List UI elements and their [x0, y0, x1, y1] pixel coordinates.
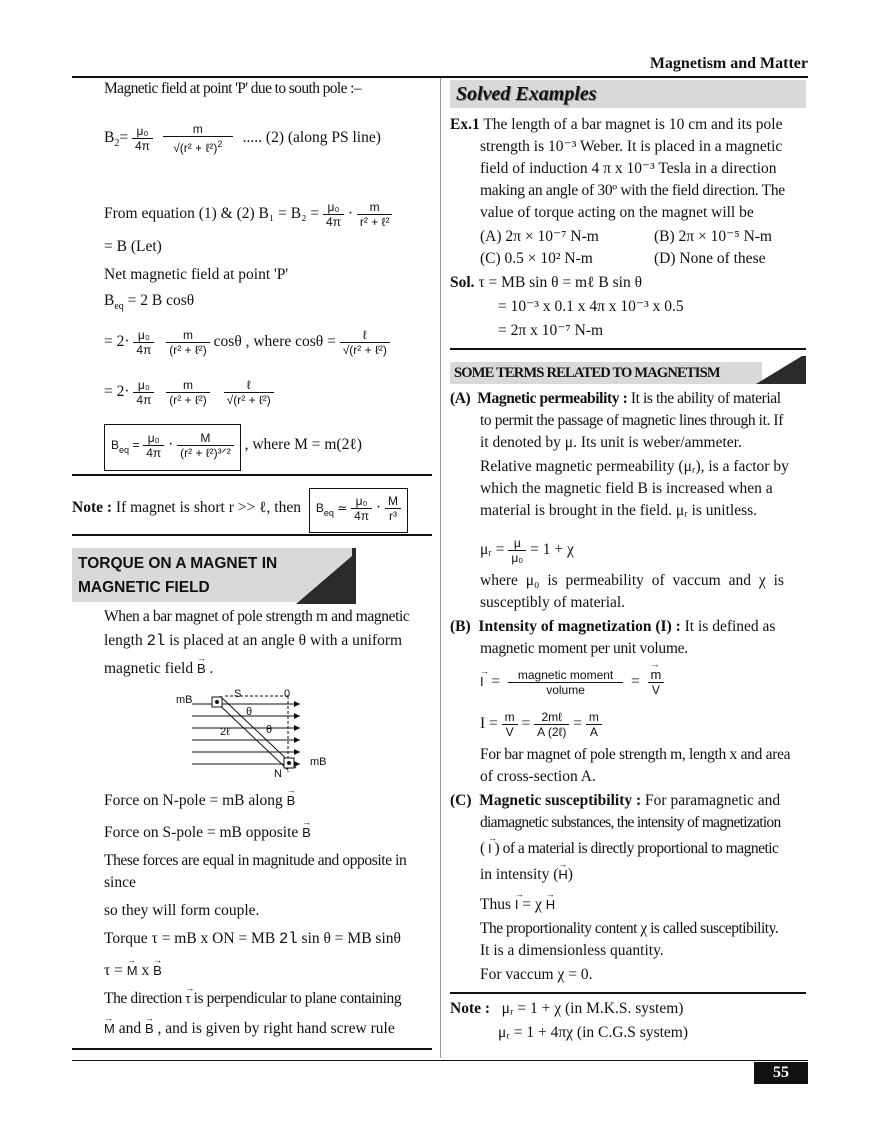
bar-magnet-2: of cross-section A.: [480, 768, 596, 785]
perm-a-3: it denoted by μ. Its unit is weber/ammeter.: [480, 434, 742, 451]
mu0-over-4pi: $\frac{\text{μ₀}}{4\pi}$: [132, 124, 153, 153]
footer-rule: [72, 1060, 808, 1061]
intensity-formula-1: → I = $\frac{\text{magnetic moment}}{\text{volume}}$ = → $\frac{m}{V}$: [480, 662, 664, 702]
perm-a-2: to permit the passage of magnetic lines through it. If: [480, 412, 783, 429]
thus-line: Thus → I = χ → H: [480, 894, 555, 916]
susceptibility-c-2: diamagnetic substances, the intensity of magnetization: [480, 814, 781, 831]
note-mks: Note : μᵣ = 1 + χ (in M.K.S. system): [450, 1000, 684, 1017]
susceptibility-c-4: in intensity (→ H): [480, 864, 573, 886]
torque-section-title: TORQUE ON A MAGNET IN MAGNETIC FIELD: [72, 548, 356, 602]
fig-theta-1: θ: [246, 706, 253, 718]
left-rule-2: [72, 534, 432, 536]
solution-1: Sol. τ = MB sin θ = mℓ B sin θ: [450, 274, 642, 291]
proportionality-1: The proportionality content χ is called susceptibility.: [480, 920, 779, 937]
proportionality-2: It is a dimensionless quantity.: [480, 942, 664, 959]
torque-p1: When a bar magnet of pole strength m and magnetic: [104, 608, 410, 625]
where-2: susceptibly of material.: [480, 594, 626, 611]
fig-O: 0: [284, 688, 291, 700]
solution-3: = 2π x 10⁻⁷ N-m: [498, 322, 604, 339]
option-b: (B) 2π × 10⁻⁵ N-m: [654, 228, 772, 245]
page-number: 55: [773, 1064, 789, 1081]
force-n-pole: Force on N-pole = mB along → B: [104, 790, 295, 812]
direction-line: The direction → τ is perpendicular to plane containing: [104, 988, 401, 1010]
page-number-box: [754, 1062, 808, 1084]
option-a: (A) 2π × 10⁻⁷ N-m: [480, 228, 599, 245]
beq-step-2: = 2· $\frac{\text{μ₀}}{4\pi}$ $\frac{m}{\text{(r² + ℓ²)}}$ $\frac{\text{ℓ}}{\text{√(r² + ℓ²)}}$: [104, 372, 274, 412]
beq-boxed: $B_{eq}$ = $\frac{\text{μ₀}}{4\pi}$ · $\frac{M}{\text{(r² + ℓ²)³ᐟ²}}$ , where M = m(2ℓ): [104, 424, 362, 471]
fig-S: S: [234, 688, 242, 700]
left-rule-1: [72, 474, 432, 476]
note-cgs: μᵣ = 1 + 4πχ (in C.G.S system): [498, 1024, 689, 1041]
fig-2l: 2ℓ: [220, 726, 230, 738]
terms-title-corner: [756, 356, 806, 384]
ex1-line-2: strength is 10⁻³ Weber. It is placed in a magnetic: [480, 138, 783, 155]
short-magnet-note: Note : If magnet is short r >> ℓ, then $B_{eq}$ ≃ $\frac{\text{μ₀}}{4\pi}$ · $\frac{M}{\text{r³}}$: [72, 488, 408, 533]
perm-a-1: (A) Magnetic permeability : It is the ability of material: [450, 390, 781, 407]
option-d: (D) None of these: [654, 250, 766, 267]
intensity-b-1: (B) Intensity of magnetization (I) : It is defined as: [450, 618, 776, 635]
solution-2: = 10⁻³ x 0.1 x 4π x 10⁻³ x 0.5: [498, 298, 684, 315]
left-line-1: Magnetic field at point 'P' due to south pole :–: [104, 80, 362, 97]
where-1: where μ₀ is permeability of vaccum and χ is: [480, 572, 784, 589]
bar-magnet-1: For bar magnet of pole strength m, length x and area: [480, 746, 791, 763]
ex1-line-3: field of induction 4 π x 10⁻³ Tesla in a direction: [480, 160, 777, 177]
equal-forces-1: These forces are equal in magnitude and opposite in: [104, 852, 407, 869]
perm-a-6: material is brought in the field. μᵣ is unitless.: [480, 502, 758, 519]
beq-2b: $B_{eq} = 2$ B cosθ: [104, 292, 195, 313]
terms-section-title: SOME TERMS RELATED TO MAGNETISM: [450, 362, 762, 384]
b2-formula: $B_2=$ $\frac{\text{μ₀}}{4\pi}$ $\frac{m}{√(r^2 + \ell^2)^2}$ ..... (2) (along PS line): [104, 121, 381, 155]
susceptibility-c-1: (C) Magnetic susceptibility : For paramagnetic and: [450, 792, 781, 809]
m-over-root-squared: $\frac{m}{√(r^2 + \ell^2)^2}$: [163, 122, 233, 155]
perm-a-5: which the magnetic field B is increased when a: [480, 480, 773, 497]
ex1-line-5: value of torque acting on the magnet will be: [480, 204, 754, 221]
solved-examples-title: Solved Examples: [450, 80, 806, 108]
fig-mB-right: mB: [310, 756, 327, 768]
b-let: = B (Let): [104, 238, 162, 255]
beq-step-1: = 2· $\frac{\text{μ₀}}{4\pi}$ $\frac{m}{\text{(r² + ℓ²)}}$ cosθ , where cosθ = $\frac{\text{ℓ}}{\text{√(r² + ℓ²)}}$: [104, 322, 390, 362]
left-rule-bottom: [72, 1048, 432, 1050]
equal-forces-2: since: [104, 874, 136, 891]
net-field: Net magnetic field at point 'P': [104, 266, 289, 283]
torque-equation: Torque τ = mB x ON = MB 2l sin θ = MB sinθ: [104, 930, 401, 948]
fig-mB-left: mB: [176, 694, 193, 706]
from-equation: From equation (1) & (2) B₁ = B₂ = $\frac{\text{μ₀}}{4\pi}$ · $\frac{m}{\text{r² + ℓ²}}$: [104, 196, 392, 232]
right-rule-2: [450, 992, 806, 994]
column-divider: [440, 78, 441, 1058]
intensity-b-2: magnetic moment per unit volume.: [480, 640, 688, 657]
couple-line: so they will form couple.: [104, 902, 260, 919]
tau-cross: τ = → M x → B: [104, 960, 162, 982]
fig-theta-2: θ: [266, 724, 273, 736]
torque-p2: length 2l is placed at an angle θ with a uniform: [104, 632, 403, 650]
option-c: (C) 0.5 × 10² N-m: [480, 250, 593, 267]
right-rule-1: [450, 348, 806, 350]
vacuum-line: For vaccum χ = 0.: [480, 966, 593, 983]
running-header: Magnetism and Matter: [649, 55, 808, 72]
perm-a-4: Relative magnetic permeability (μᵣ), is a factor by: [480, 458, 789, 475]
and-line: → M and → B , and is given by right hand screw rule: [104, 1018, 395, 1040]
torque-p3: magnetic field → B .: [104, 658, 213, 680]
fig-N: N: [274, 768, 282, 780]
mur-formula: μᵣ = $\frac{\mu}{\text{μ₀}}$ = 1 + χ: [480, 535, 574, 565]
force-s-pole: Force on S-pole = mB opposite → B: [104, 822, 311, 844]
intensity-formula-2: I = $\frac{m}{V}$ = $\frac{\text{2mℓ}}{\text{A (2ℓ)}}$ = $\frac{m}{A}$: [480, 704, 602, 744]
beq-box: $B_{eq}$ = $\frac{\text{μ₀}}{4\pi}$ · $\frac{M}{\text{(r² + ℓ²)³ᐟ²}}$: [104, 424, 241, 471]
ex1-line-1: Ex.1 The length of a bar magnet is 10 cm and its pole: [450, 116, 783, 133]
torque-title-corner: [296, 548, 356, 604]
susceptibility-c-3: ( → I ) of a material is directly proportional to magnetic: [480, 838, 778, 860]
ex1-line-4: making an angle of 30º with the field direction. The: [480, 182, 785, 199]
